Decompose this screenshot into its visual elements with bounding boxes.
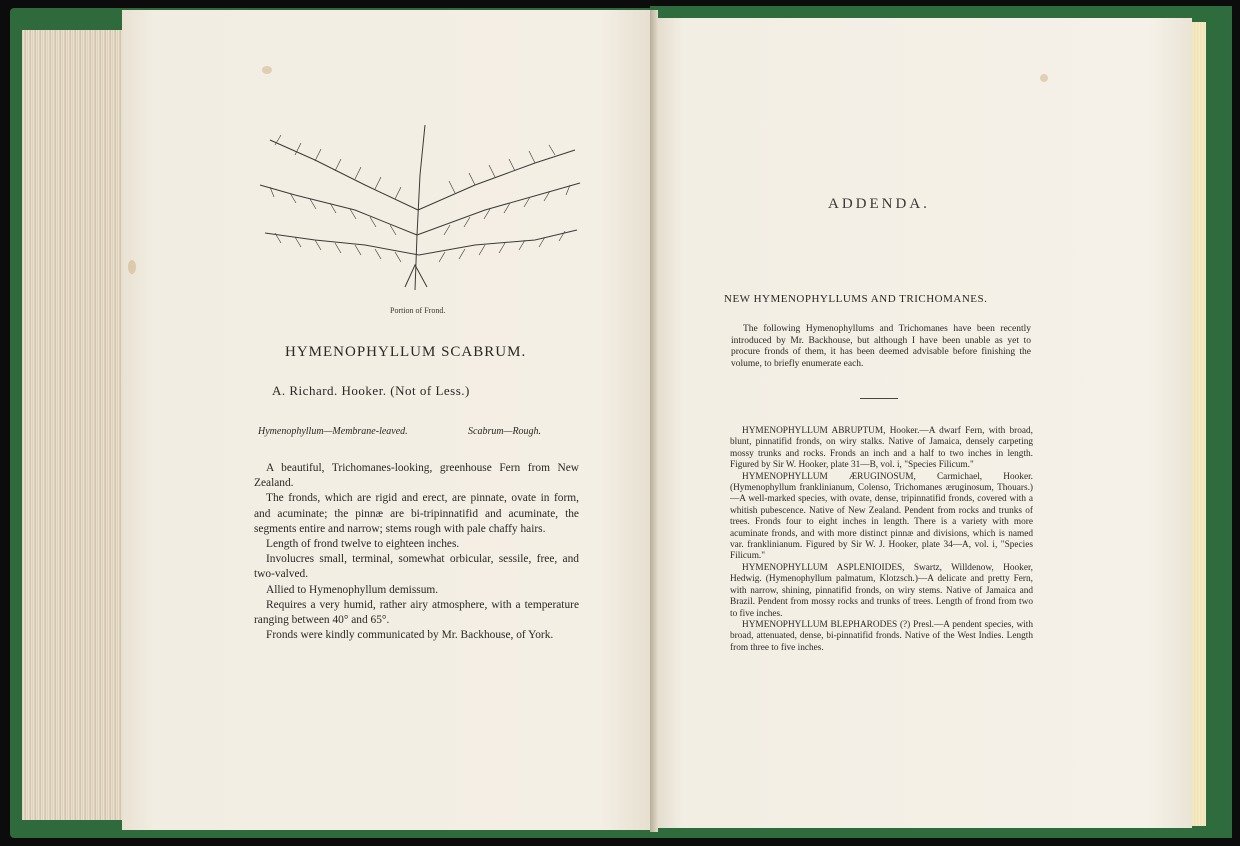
page-edges-left	[22, 30, 130, 820]
addenda-heading: ADDENDA.	[828, 196, 930, 212]
section-title: NEW HYMENOPHYLLUMS AND TRICHOMANES.	[724, 293, 988, 305]
fern-illustration	[255, 115, 585, 305]
paragraph: The following Hymenophyllums and Trichomanes have been recently introduced by Mr. Backhouse, but although I have been unable as yet to procure fronds of them, it has been deemed advisable before finishing the volume, to briefly enumerate each.	[731, 324, 1031, 369]
etymology-species: Scabrum—Rough.	[468, 426, 542, 437]
foxing-spot	[1040, 74, 1048, 82]
right-page	[656, 18, 1192, 828]
paragraph: Fronds were kindly communicated by Mr. Backhouse, of York.	[266, 629, 554, 642]
paragraph: Involucres small, terminal, somewhat orbicular, sessile, free, and two-valved.	[254, 553, 579, 581]
etymology-genus: Hymenophyllum—Membrane-leaved.	[258, 426, 408, 437]
entry: HYMENOPHYLLUM ÆRUGINOSUM, Carmichael, Hooker. (Hymenophyllum franklinianum, Colenso, Trichomanes æruginosum, Thouars.)—A well-marked species, with ovate, dense, tripinnatifid fronds, covered with a whitish pubescence. Native of New Zealand. Pendent from rocks and trunks of trees. Fronds four to eight inches in length. There is a variety with more acuminate fronds, and with more distinct pinnæ and divisions, which is named var. franklinianum. Figured by Sir W. J. Hooker, plate 34—A, vol. i, "Species Filicum."	[730, 471, 1033, 562]
entry: HYMENOPHYLLUM BLEPHARODES (?) Presl.—A pendent species, with broad, attenuated, dense, bi-pinnatifid fronds. Native of the West Indies. Length from three to five inches.	[730, 619, 1033, 653]
divider-rule	[860, 398, 898, 399]
page-edges-right	[1192, 22, 1206, 826]
foxing-spot	[128, 260, 136, 274]
paragraph: The fronds, which are rigid and erect, are pinnate, ovate in form, and acuminate; the pinnæ are bi-tripinnatifid and acuminate, the segments entire and narrow; stems rough with pale chaffy hairs.	[254, 492, 579, 535]
etymology-line	[258, 426, 542, 437]
page-title: HYMENOPHYLLUM SCABRUM.	[285, 344, 527, 360]
figure-caption: Portion of Frond.	[390, 306, 446, 315]
entry: HYMENOPHYLLUM ABRUPTUM, Hooker.—A dwarf Fern, with broad, blunt, pinnatifid fronds, on wiry stalks. Native of Jamaica, densely carpeting mossy trunks and rocks. Fronds an inch and a half to two inches in length. Figured by Sir W. Hooker, plate 31—B, vol. i, "Species Filicum."	[730, 426, 1033, 471]
paragraph: Length of frond twelve to eighteen inches.	[266, 538, 460, 551]
paragraph: A beautiful, Trichomanes-looking, greenhouse Fern from New Zealand.	[254, 462, 579, 490]
right-body-text	[730, 426, 1033, 654]
intro-text	[731, 324, 1031, 370]
paragraph: Requires a very humid, rather airy atmosphere, with a temperature ranging between 40° and 65°.	[254, 598, 579, 627]
paragraph: Allied to Hymenophyllum demissum.	[266, 583, 439, 596]
book-gutter	[650, 10, 658, 832]
authors-line: A. Richard. Hooker. (Not of Less.)	[272, 383, 470, 398]
left-body-text	[254, 461, 579, 643]
foxing-spot	[262, 66, 272, 74]
entry: HYMENOPHYLLUM ASPLENIOIDES, Swartz, Willdenow, Hooker, Hedwig. (Hymenophyllum palmatum, Klotzsch.)—A delicate and pretty Fern, with narrow, shining, pinnatifid fronds, on wiry stems. Native of Jamaica and Brazil. Pendent from mossy rocks and trunks of trees. Length of frond from two to five inches.	[730, 562, 1033, 619]
